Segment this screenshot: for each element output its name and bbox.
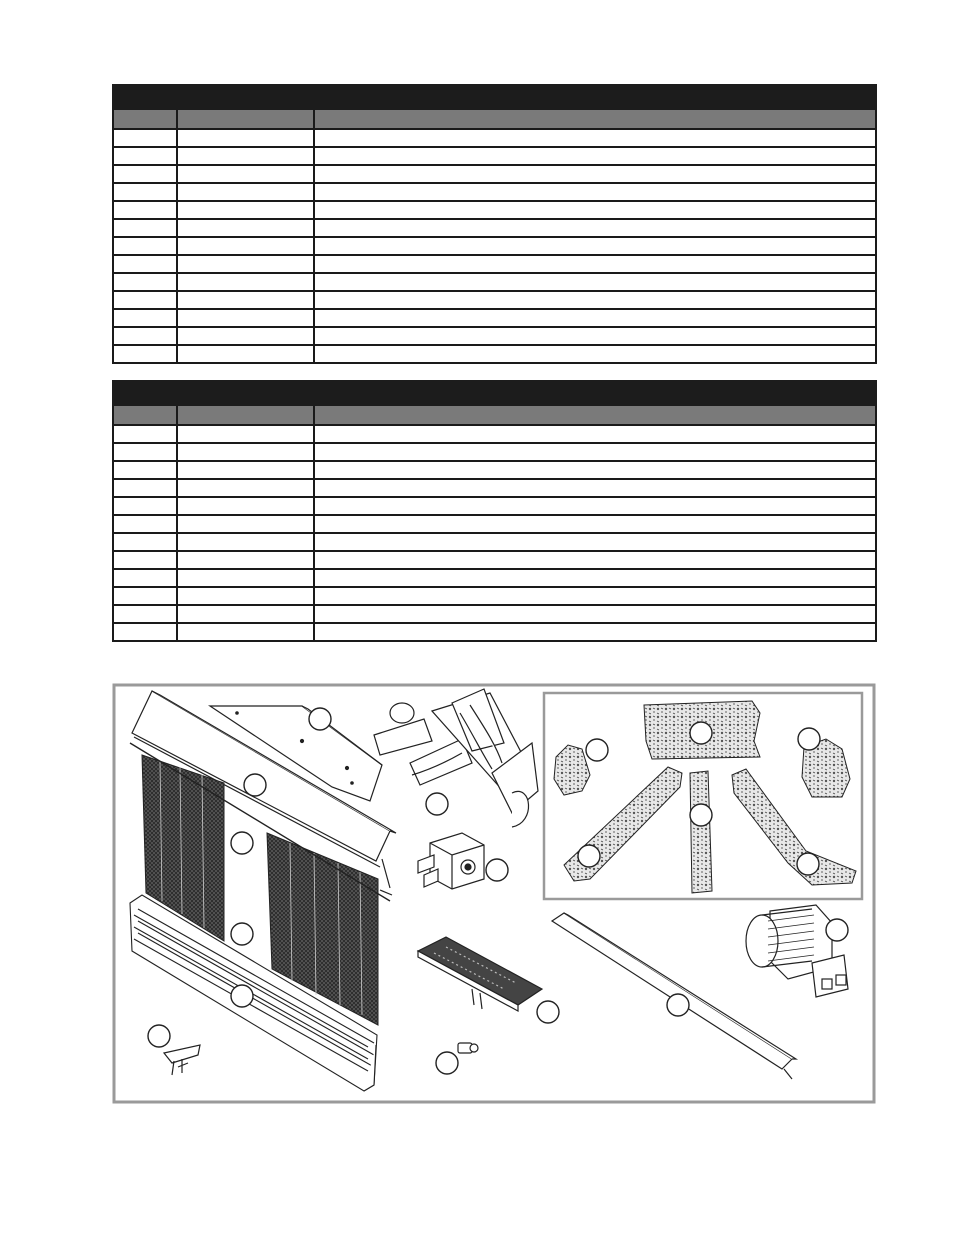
table-cell xyxy=(177,623,314,641)
table-cell xyxy=(314,497,876,515)
table-cell xyxy=(113,327,177,345)
table-column-header xyxy=(113,109,876,129)
table-cell xyxy=(314,147,876,165)
table-cell xyxy=(113,255,177,273)
parts-illustration xyxy=(112,683,876,1104)
table-cell xyxy=(314,533,876,551)
table-cell xyxy=(177,443,314,461)
table-row xyxy=(113,479,876,497)
table-cell xyxy=(314,623,876,641)
table-cell xyxy=(314,461,876,479)
table-cell xyxy=(314,165,876,183)
table-cell xyxy=(177,515,314,533)
table-row xyxy=(113,461,876,479)
table-row xyxy=(113,605,876,623)
table-cell xyxy=(113,381,876,405)
table-row xyxy=(113,165,876,183)
table-title-bar xyxy=(113,85,876,109)
table-cell xyxy=(314,219,876,237)
table-row xyxy=(113,623,876,641)
burner-orifice xyxy=(458,1043,478,1053)
table-cell xyxy=(314,327,876,345)
table-cell xyxy=(113,533,177,551)
table-cell xyxy=(177,345,314,363)
table-cell xyxy=(113,623,177,641)
table-title-bar xyxy=(113,381,876,405)
table-cell xyxy=(314,587,876,605)
table-cell xyxy=(113,515,177,533)
table-cell xyxy=(177,327,314,345)
table-cell xyxy=(113,85,876,109)
table-cell xyxy=(314,109,876,129)
table-row xyxy=(113,309,876,327)
table-cell xyxy=(177,461,314,479)
table-cell xyxy=(113,129,177,147)
table-row xyxy=(113,569,876,587)
table-row xyxy=(113,147,876,165)
table-cell xyxy=(177,479,314,497)
table-cell xyxy=(314,569,876,587)
table-cell xyxy=(113,497,177,515)
table-cell xyxy=(177,497,314,515)
table-row xyxy=(113,291,876,309)
table-cell xyxy=(177,165,314,183)
table-row xyxy=(113,345,876,363)
table-row xyxy=(113,255,876,273)
table-cell xyxy=(177,533,314,551)
table-cell xyxy=(314,479,876,497)
table-cell xyxy=(177,129,314,147)
parts-table-2 xyxy=(112,380,877,642)
table-row xyxy=(113,273,876,291)
table-cell xyxy=(314,129,876,147)
table-cell xyxy=(177,183,314,201)
table-cell xyxy=(314,425,876,443)
table-row xyxy=(113,551,876,569)
table-cell xyxy=(177,425,314,443)
table-cell xyxy=(113,461,177,479)
table-cell xyxy=(113,109,177,129)
table-cell xyxy=(113,291,177,309)
table-cell xyxy=(314,405,876,425)
table-cell xyxy=(113,273,177,291)
table-column-header xyxy=(113,405,876,425)
table-row xyxy=(113,201,876,219)
table-cell xyxy=(314,443,876,461)
table-cell xyxy=(113,605,177,623)
table-cell xyxy=(113,201,177,219)
table-cell xyxy=(177,551,314,569)
table-row xyxy=(113,129,876,147)
table-cell xyxy=(314,237,876,255)
table-cell xyxy=(314,515,876,533)
table-cell xyxy=(113,147,177,165)
table-cell xyxy=(113,345,177,363)
table-cell xyxy=(113,183,177,201)
table-row xyxy=(113,587,876,605)
table-row xyxy=(113,443,876,461)
table-cell xyxy=(177,605,314,623)
table-row xyxy=(113,327,876,345)
table-cell xyxy=(177,405,314,425)
table-cell xyxy=(314,201,876,219)
table-cell xyxy=(314,183,876,201)
table-cell xyxy=(314,255,876,273)
table-cell xyxy=(113,237,177,255)
table-cell xyxy=(113,425,177,443)
table-row xyxy=(113,183,876,201)
table-row xyxy=(113,533,876,551)
table-cell xyxy=(113,219,177,237)
table-cell xyxy=(177,569,314,587)
table-cell xyxy=(177,291,314,309)
table-cell xyxy=(177,219,314,237)
table-cell xyxy=(177,237,314,255)
table-cell xyxy=(177,273,314,291)
table-cell xyxy=(177,309,314,327)
table-row xyxy=(113,425,876,443)
table-cell xyxy=(314,345,876,363)
table-cell xyxy=(177,109,314,129)
table-cell xyxy=(113,569,177,587)
parts-table-1 xyxy=(112,84,877,364)
table-cell xyxy=(314,309,876,327)
table-cell xyxy=(314,605,876,623)
table-cell xyxy=(113,443,177,461)
table-row xyxy=(113,515,876,533)
table-cell xyxy=(113,165,177,183)
table-cell xyxy=(177,147,314,165)
table-row xyxy=(113,497,876,515)
table-cell xyxy=(113,479,177,497)
table-cell xyxy=(314,291,876,309)
table-cell xyxy=(314,551,876,569)
center-log xyxy=(690,771,712,893)
table-row xyxy=(113,219,876,237)
table-cell xyxy=(113,587,177,605)
table-cell xyxy=(177,587,314,605)
table-cell xyxy=(177,255,314,273)
table-cell xyxy=(177,201,314,219)
table-row xyxy=(113,237,876,255)
table-cell xyxy=(113,551,177,569)
table-cell xyxy=(314,273,876,291)
table-cell xyxy=(113,405,177,425)
table-cell xyxy=(113,309,177,327)
